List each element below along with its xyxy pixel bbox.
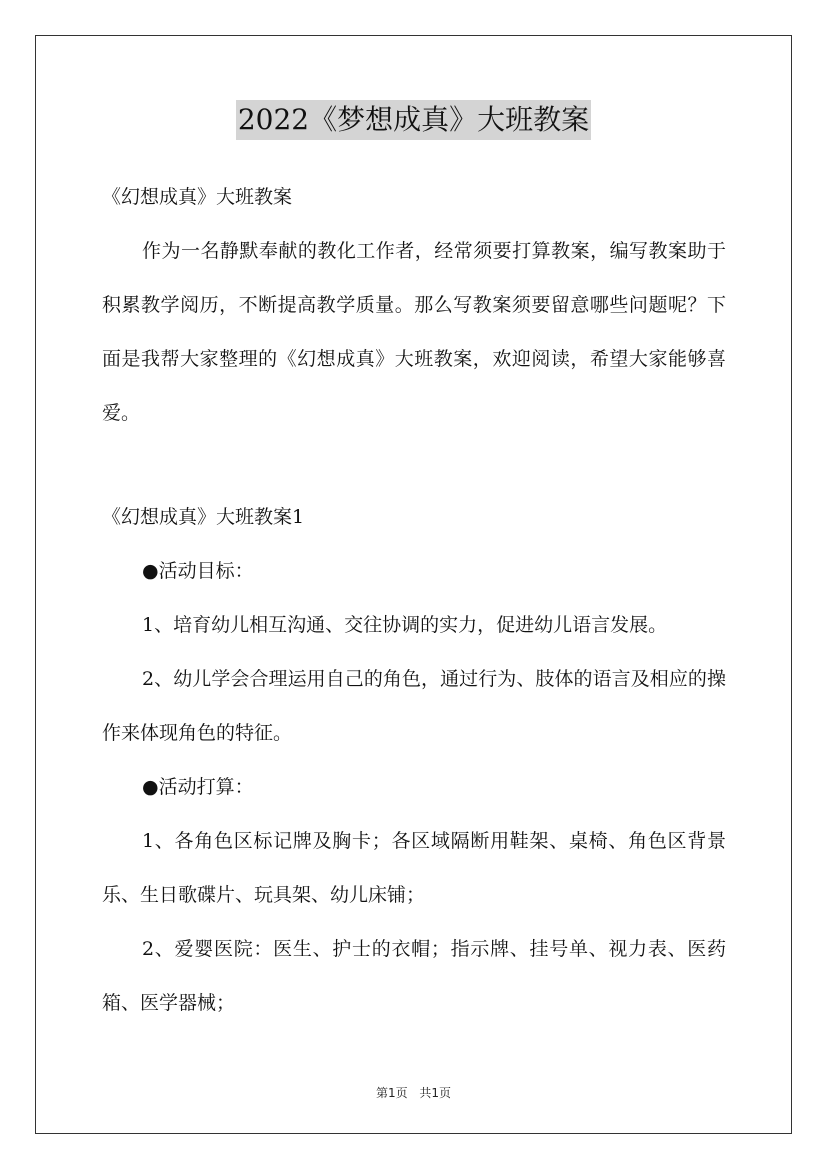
activity-prep-heading: ●活动打算： bbox=[142, 776, 254, 798]
page-number: 第1页 bbox=[375, 1086, 408, 1100]
activity-goal-heading: ●活动目标： bbox=[142, 560, 254, 582]
prep-item-2: 2、爱婴医院：医生、护士的衣帽；指示牌、挂号单、视力表、医药箱、医学器械； bbox=[102, 938, 726, 1014]
page-total: 共1页 bbox=[419, 1086, 452, 1100]
goal-item-2: 2、幼儿学会合理运用自己的角色，通过行为、肢体的语言及相应的操作来体现角色的特征。 bbox=[102, 668, 726, 744]
page-footer bbox=[0, 1084, 827, 1101]
intro-paragraph: 作为一名静默奉献的教化工作者，经常须要打算教案，编写教案助于积累教学阅历，不断提高教学质量。那么写教案须要留意哪些问题呢？下面是我帮大家整理的《幻想成真》大班教案，欢迎阅读，希望大家能够喜爱。 bbox=[102, 240, 726, 424]
subtitle-paragraph: 《幻想成真》大班教案 bbox=[102, 186, 293, 208]
section-heading: 《幻想成真》大班教案1 bbox=[102, 506, 305, 528]
title-wrap bbox=[0, 100, 827, 140]
section-gap bbox=[102, 440, 726, 490]
prep-item-1: 1、各角色区标记牌及胸卡；各区域隔断用鞋架、桌椅、角色区背景乐、生日歌碟片、玩具架、幼儿床铺； bbox=[102, 830, 726, 906]
document-title: 2022《梦想成真》大班教案 bbox=[236, 100, 591, 140]
goal-item-1: 1、培育幼儿相互沟通、交往协调的实力，促进幼儿语言发展。 bbox=[142, 614, 668, 636]
document-body bbox=[102, 170, 726, 1030]
